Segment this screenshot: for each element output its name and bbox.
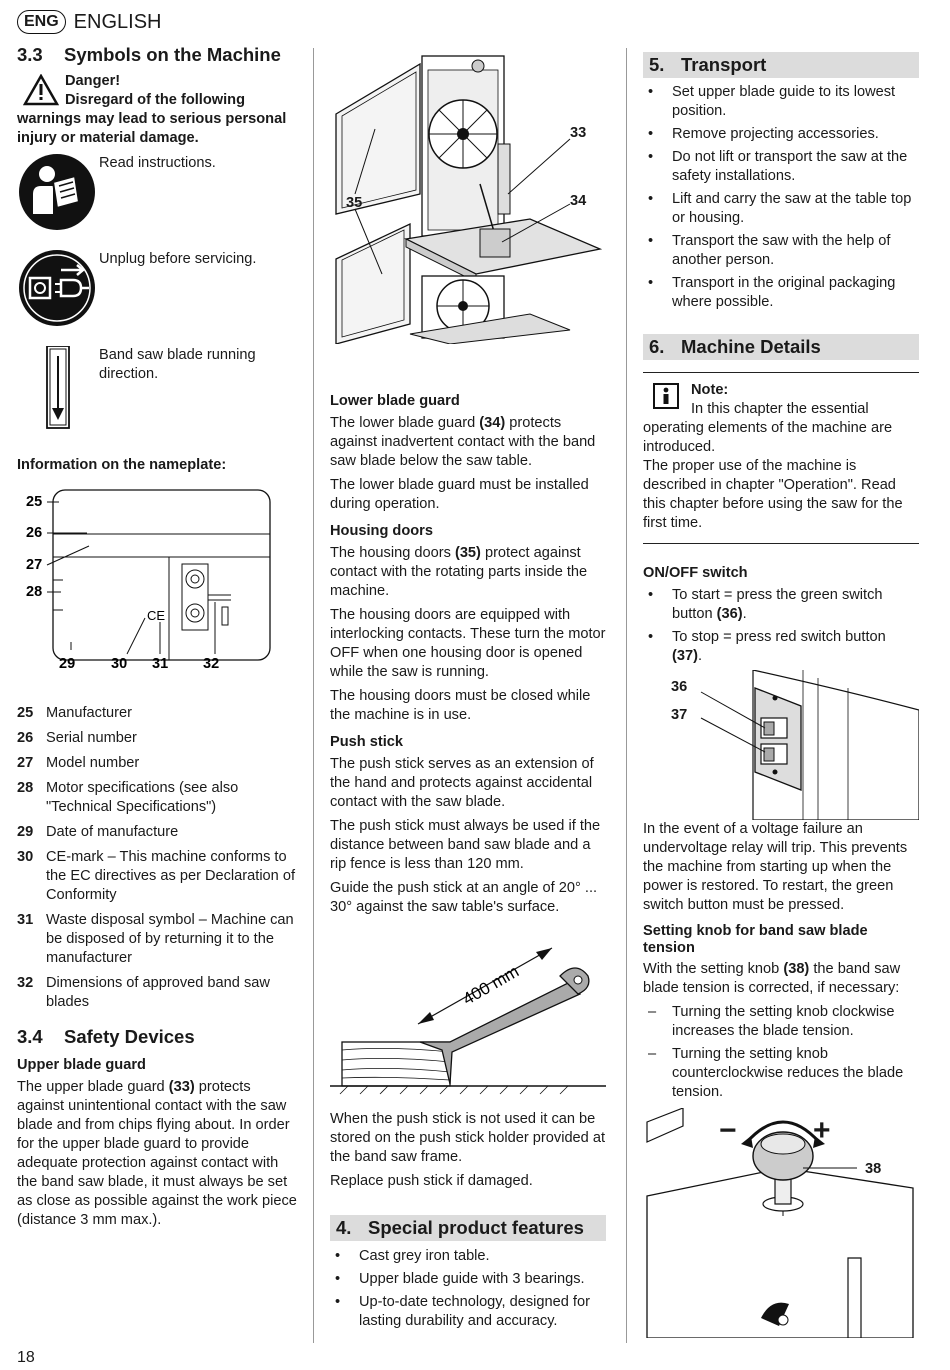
nameplate-label: 28 bbox=[26, 584, 43, 600]
note-text: The proper use of the machine is described in chapter "Operation". Read this chapter before using the saw for the first time. bbox=[643, 458, 903, 531]
section-heading: 5. Transport bbox=[643, 52, 919, 78]
knob-illustration bbox=[643, 1108, 919, 1338]
subheading: Setting knob for band saw blade tension bbox=[643, 923, 868, 956]
nameplate-label: 25 bbox=[26, 494, 43, 510]
note-box bbox=[643, 372, 919, 544]
knob-figure bbox=[643, 1108, 919, 1338]
note-title: Note: bbox=[691, 382, 729, 398]
column-divider bbox=[313, 48, 314, 1343]
info-icon bbox=[653, 383, 679, 409]
warning-triangle-icon bbox=[23, 74, 59, 106]
symbol-text: Read instructions. bbox=[99, 155, 216, 171]
paragraph: When the push stick is not used it can be stored on the push stick holder provided at the band saw frame. bbox=[330, 1111, 606, 1165]
list-item: • Do not lift or transport the saw at the safety installations. bbox=[643, 148, 919, 186]
nameplate-label: 32 bbox=[203, 656, 220, 672]
legend-item: 29 Date of manufacture bbox=[17, 824, 179, 840]
list-item: • To start = press the green switch button (36). bbox=[643, 586, 919, 624]
paragraph: The push stick must always be used if the distance between band saw blade and a rip fence is less than 120 mm. bbox=[330, 818, 601, 872]
list-item: • Upper blade guide with 3 bearings. bbox=[330, 1270, 606, 1289]
transport-list bbox=[643, 83, 919, 312]
note-text: In this chapter the essential operating elements of the machine are introduced. bbox=[643, 401, 893, 455]
push-stick-figure bbox=[330, 924, 606, 1104]
paragraph: With the setting knob (38) the band saw blade tension is corrected, if necessary: bbox=[643, 961, 901, 996]
paragraph: Guide the push stick at an angle of 20° ... 30° against the saw table's surface. bbox=[330, 880, 598, 915]
figure-label-37: 37 bbox=[671, 707, 688, 723]
section-heading: 3.3 Symbols on the Machine bbox=[17, 44, 281, 65]
unplug-icon bbox=[17, 248, 97, 328]
symbol-text: Unplug before servicing. bbox=[99, 251, 257, 267]
symbol-row bbox=[17, 250, 297, 346]
switch-figure bbox=[643, 670, 919, 820]
figure-label-35: 35 bbox=[346, 195, 363, 211]
ce-mark: CE bbox=[147, 608, 166, 623]
language-label: ENGLISH bbox=[73, 11, 162, 33]
paragraph: The lower blade guard (34) protects against inadvertent contact with the band saw blade below the saw table. bbox=[330, 415, 596, 469]
switch-list bbox=[643, 586, 919, 666]
blade-direction-icon bbox=[17, 346, 97, 432]
list-item: – Turning the setting knob clockwise increases the blade tension. bbox=[643, 1003, 919, 1041]
read-manual-icon bbox=[17, 152, 97, 232]
figure-label-34: 34 bbox=[570, 193, 587, 209]
symbol-text: Band saw blade running direction. bbox=[99, 347, 256, 382]
paragraph: The housing doors must be closed while the machine is in use. bbox=[330, 688, 591, 723]
nameplate-heading: Information on the nameplate: bbox=[17, 457, 227, 473]
danger-text: Disregard of the following warnings may lead to serious personal injury or material damage. bbox=[17, 92, 287, 146]
section-heading: 4. Special product features bbox=[330, 1215, 606, 1241]
list-item: • Set upper blade guide to its lowest position. bbox=[643, 83, 919, 121]
legend-item: 30 CE-mark – This machine conforms to the EC directives as per Declaration of Conformity bbox=[17, 849, 296, 903]
subheading: Push stick bbox=[330, 734, 403, 750]
section-heading: 6. Machine Details bbox=[643, 334, 919, 360]
knob-list bbox=[643, 1003, 919, 1102]
nameplate-label: 30 bbox=[111, 656, 128, 672]
danger-title: Danger! bbox=[65, 73, 121, 89]
danger-warning bbox=[17, 72, 297, 148]
paragraph: The push stick serves as an extension of the hand and protects against accidental contact with the saw blade. bbox=[330, 756, 594, 810]
legend-item: 28 Motor specifications (see also "Technical Specifications") bbox=[17, 780, 239, 815]
legend-item: 27 Model number bbox=[17, 755, 140, 771]
subheading: ON/OFF switch bbox=[643, 565, 748, 581]
paragraph: The lower blade guard must be installed during operation. bbox=[330, 477, 589, 512]
list-item: • Transport the saw with the help of another person. bbox=[643, 232, 919, 270]
legend-item: 25 Manufacturer bbox=[17, 705, 132, 721]
list-item: – Turning the setting knob counterclockwise reduces the blade tension. bbox=[643, 1045, 919, 1102]
dimension-label: 400 mm bbox=[459, 961, 523, 1009]
subheading: Lower blade guard bbox=[330, 393, 460, 409]
language-badge: ENG bbox=[17, 10, 66, 34]
legend-item: 31 Waste disposal symbol – Machine can be disposed of by returning it to the manufacturer bbox=[17, 912, 294, 966]
page-number: 18 bbox=[17, 1349, 35, 1366]
legend-item: 32 Dimensions of approved band saw blades bbox=[17, 975, 270, 1010]
paragraph: In the event of a voltage failure an undervoltage relay will trip. This prevents the machine from starting up when the power is restored. To restart, the green switch button must be pressed. bbox=[643, 821, 908, 913]
figure-label-33: 33 bbox=[570, 125, 587, 141]
column-divider bbox=[626, 48, 627, 1343]
paragraph: The upper blade guard (33) protects against unintentional contact with the saw blade and from chips flying about. In order for the upper blade guard to provide adequate protection against contact with the band saw blade, it must always be set as close as possible against the work piece (distance 3 mm max.). bbox=[17, 1079, 297, 1228]
minus-sign: − bbox=[719, 1114, 737, 1147]
figure-label-36: 36 bbox=[671, 679, 688, 695]
symbol-row bbox=[17, 154, 297, 250]
paragraph: Replace push stick if damaged. bbox=[330, 1173, 533, 1189]
list-item: • Transport in the original packaging where possible. bbox=[643, 274, 919, 312]
nameplate-label: 27 bbox=[26, 557, 43, 573]
section-heading: 3.4 Safety Devices bbox=[17, 1026, 195, 1047]
features-list bbox=[330, 1247, 606, 1331]
page-header bbox=[17, 8, 161, 36]
column-right bbox=[643, 52, 919, 1338]
subheading: Upper blade guard bbox=[17, 1057, 146, 1073]
nameplate-label: 26 bbox=[26, 525, 43, 541]
legend-item: 26 Serial number bbox=[17, 730, 137, 746]
list-item: • Cast grey iron table. bbox=[330, 1247, 606, 1266]
nameplate-label: 29 bbox=[59, 656, 76, 672]
list-item: • Up-to-date technology, designed for lasting durability and accuracy. bbox=[330, 1293, 606, 1331]
list-item: • Remove projecting accessories. bbox=[643, 125, 919, 144]
column-middle bbox=[330, 44, 606, 1335]
subheading: Housing doors bbox=[330, 523, 433, 539]
column-left bbox=[17, 44, 297, 1235]
bandsaw-illustration bbox=[330, 44, 606, 344]
bandsaw-figure bbox=[330, 44, 606, 384]
paragraph: The housing doors are equipped with interlocking contacts. These turn the motor OFF when one housing door is opened while the saw is running. bbox=[330, 607, 606, 680]
paragraph: The housing doors (35) protect against contact with the rotating parts inside the machine. bbox=[330, 545, 588, 599]
list-item: • To stop = press red switch button (37). bbox=[643, 628, 919, 666]
symbol-row bbox=[17, 346, 297, 454]
nameplate-legend bbox=[17, 704, 297, 1012]
list-item: • Lift and carry the saw at the table top or housing. bbox=[643, 190, 919, 228]
figure-label-38: 38 bbox=[865, 1161, 882, 1177]
nameplate-diagram bbox=[17, 482, 297, 682]
plus-sign: + bbox=[813, 1114, 831, 1147]
nameplate-label: 31 bbox=[152, 656, 169, 672]
